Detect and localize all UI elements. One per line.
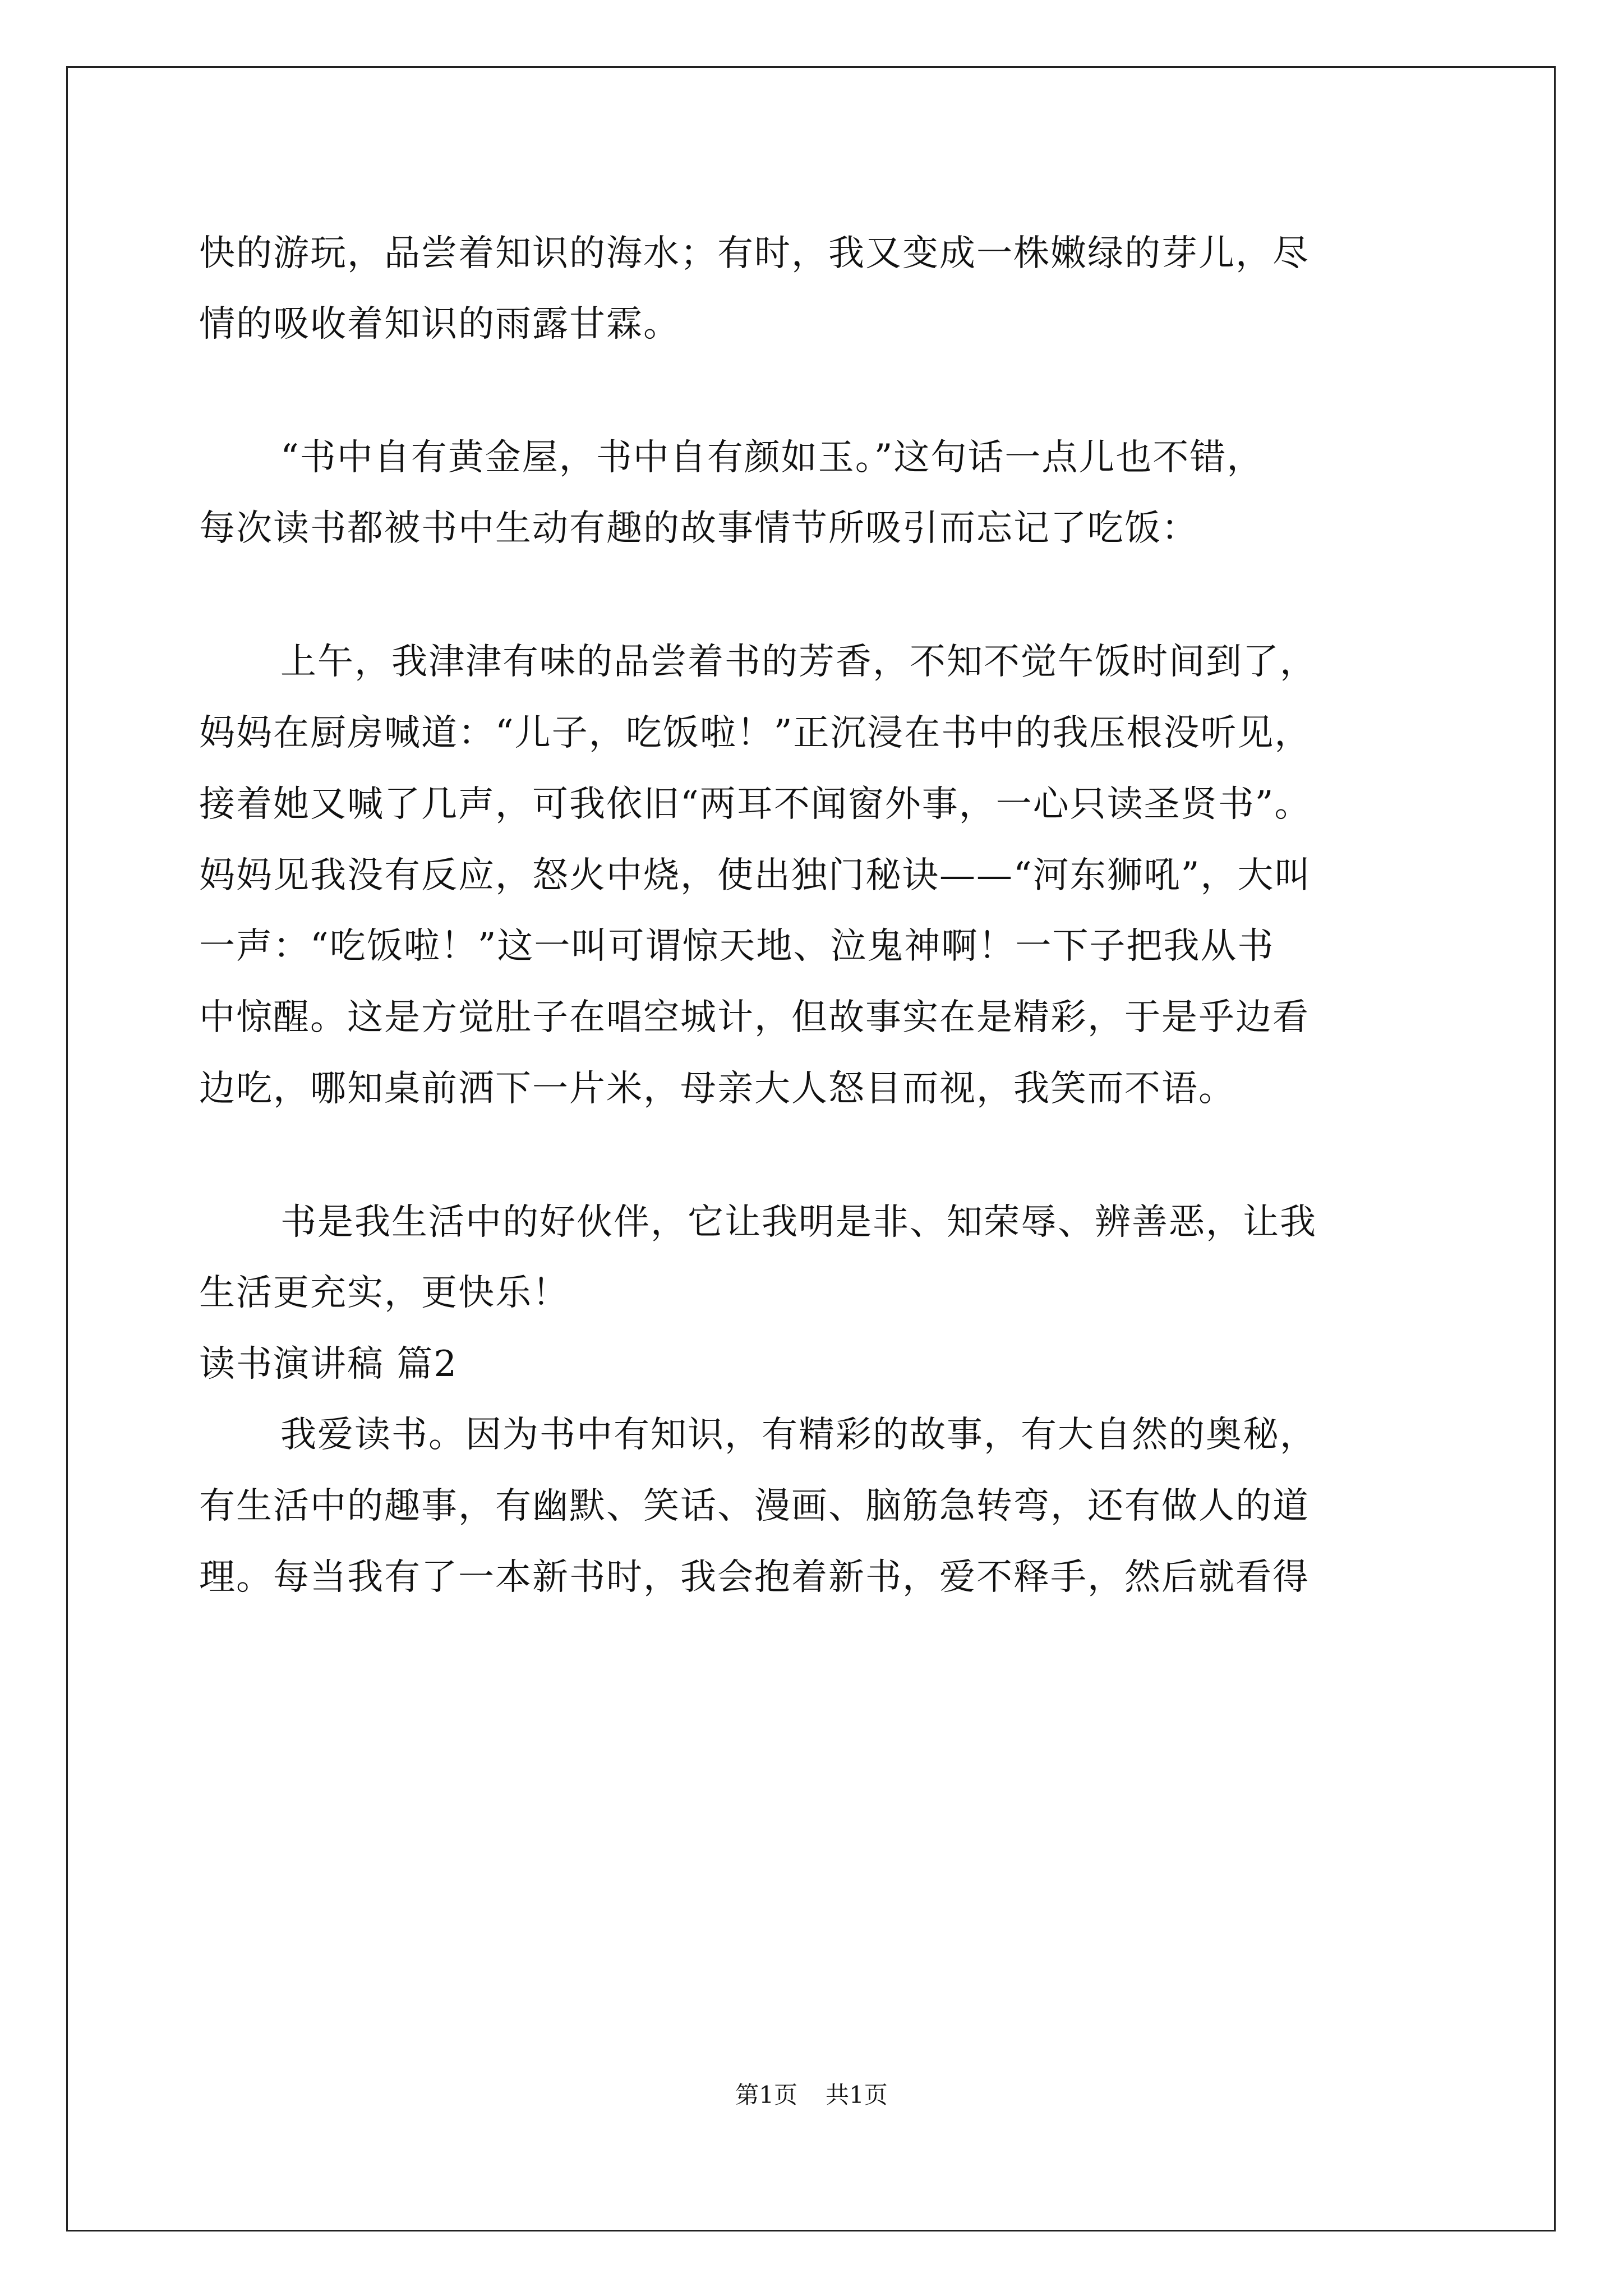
body-line: 一声：“吃饭啦！”这一叫可谓惊天地、泣鬼神啊！一下子把我从书	[199, 926, 1275, 967]
body-line: 接着她又喊了几声，可我依旧“两耳不闻窗外事，一心只读圣贤书”。	[199, 784, 1312, 825]
body-line: 妈妈见我没有反应，怒火中烧，使出独门秘诀——“河东狮吼”，大叫	[199, 855, 1312, 896]
body-line: 上午，我津津有味的品尝着书的芳香，不知不觉午饭时间到了，	[280, 641, 1317, 683]
body-line: 我爱读书。因为书中有知识，有精彩的故事，有大自然的奥秘，	[280, 1414, 1317, 1456]
section-heading: 读书演讲稿 篇2	[199, 1343, 458, 1385]
body-line: 边吃，哪知桌前洒下一片米，母亲大人怒目而视，我笑而不语。	[199, 1068, 1235, 1110]
body-line: 每次读书都被书中生动有趣的故事情节所吸引而忘记了吃饭：	[199, 508, 1198, 549]
page-footer	[0, 2078, 1623, 2112]
body-line: 情的吸收着知识的雨露甘霖。	[199, 303, 680, 345]
page-total: 共1页	[826, 2081, 888, 2109]
body-line: 中惊醒。这是方觉肚子在唱空城计，但故事实在是精彩，于是乎边看	[199, 997, 1310, 1038]
page-number: 第1页	[735, 2081, 797, 2109]
body-line: 生活更充实，更快乐！	[199, 1272, 569, 1314]
body-line: 书是我生活中的好伙伴，它让我明是非、知荣辱、辨善恶，让我	[280, 1202, 1317, 1243]
body-line: 有生活中的趣事，有幽默、笑话、漫画、脑筋急转弯，还有做人的道	[199, 1485, 1310, 1527]
body-line: 快的游玩，品尝着知识的海水；有时，我又变成一株嫩绿的芽儿，尽	[199, 233, 1310, 274]
body-line: 妈妈在厨房喊道：“儿子，吃饭啦！”正沉浸在书中的我压根没听见，	[199, 712, 1312, 754]
body-line: “书中自有黄金屋，书中自有颜如玉。”这句话一点儿也不错，	[280, 437, 1264, 478]
page-border	[66, 66, 1556, 2231]
body-line: 理。每当我有了一本新书时，我会抱着新书，爱不释手，然后就看得	[199, 1557, 1310, 1598]
